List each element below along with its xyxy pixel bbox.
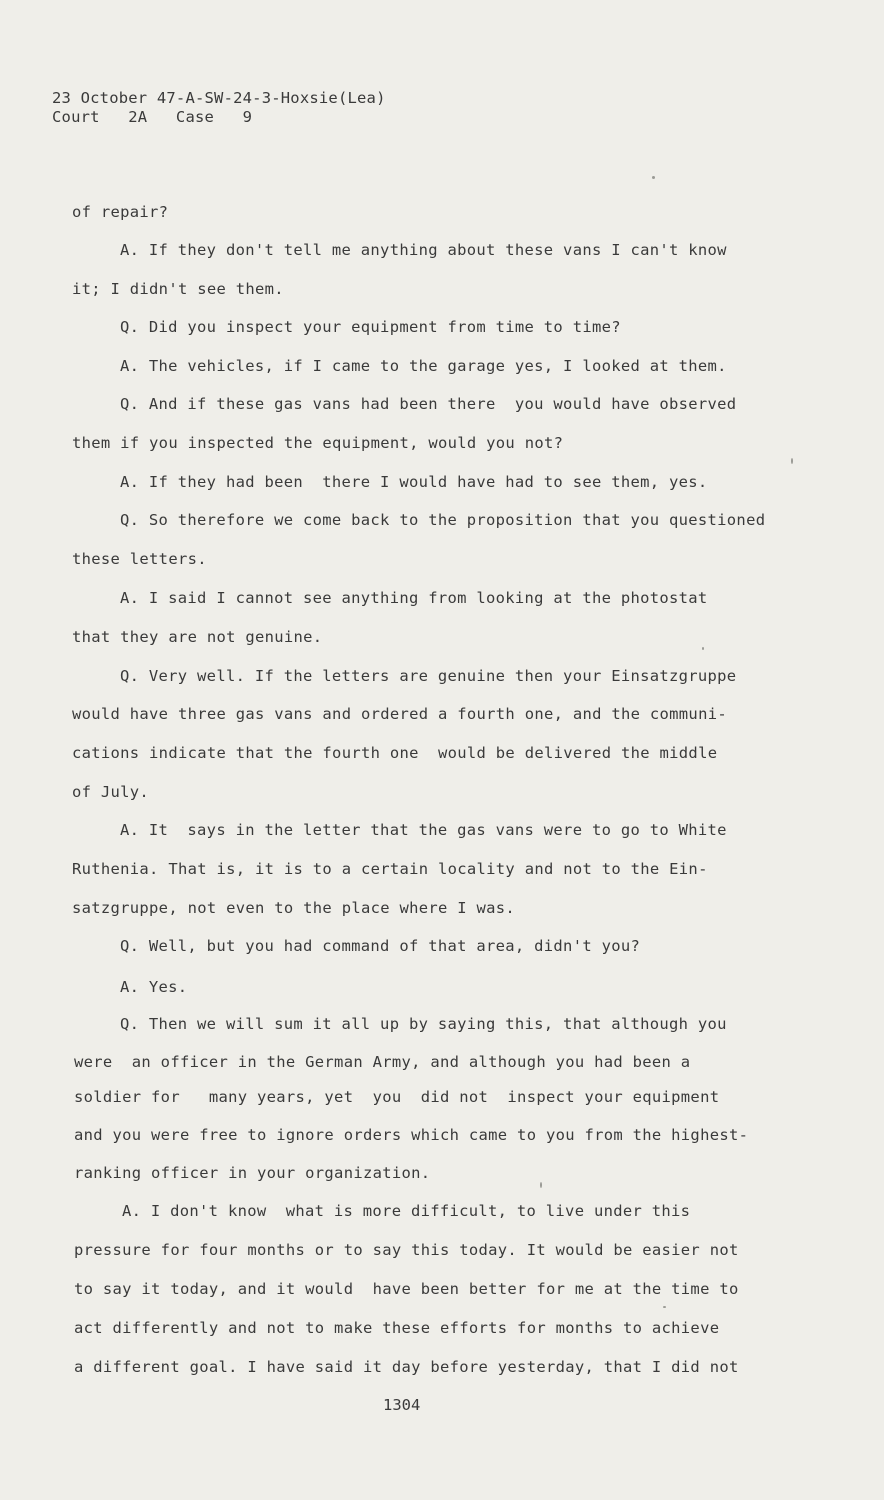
transcript-line: a different goal. I have said it day before yesterday, that I did not [74, 1358, 739, 1376]
transcript-line: of July. [72, 783, 150, 801]
transcript-line: A. The vehicles, if I came to the garage yes, I looked at them. [120, 357, 727, 375]
transcript-line: Q. So therefore we come back to the proposition that you questioned [120, 511, 766, 529]
transcript-line: cations indicate that the fourth one would be delivered the middle [72, 744, 718, 762]
transcript-line: it; I didn't see them. [72, 280, 284, 298]
transcript-line: and you were free to ignore orders which came to you from the highest- [74, 1126, 749, 1144]
transcript-line: A. If they don't tell me anything about these vans I can't know [120, 241, 727, 259]
page-number: 1304 [383, 1396, 421, 1414]
paper-speck [791, 458, 793, 464]
transcript-line: were an officer in the German Army, and although you had been a [74, 1053, 691, 1071]
transcript-line: them if you inspected the equipment, would you not? [72, 434, 564, 452]
transcript-line: A. I don't know what is more difficult, to live under this [122, 1202, 691, 1220]
paper-speck [702, 647, 704, 650]
transcript-line: Ruthenia. That is, it is to a certain locality and not to the Ein- [72, 860, 708, 878]
transcript-line: soldier for many years, yet you did not inspect your equipment [74, 1088, 720, 1106]
transcript-line: satzgruppe, not even to the place where I was. [72, 899, 516, 917]
transcript-line: Q. Well, but you had command of that area, didn't you? [120, 937, 641, 955]
paper-speck [663, 1306, 666, 1308]
transcript-line: these letters. [72, 550, 207, 568]
transcript-line: of repair? [72, 203, 169, 221]
transcript-line: Q. Did you inspect your equipment from time to time? [120, 318, 621, 336]
transcript-line: A. If they had been there I would have had to see them, yes. [120, 473, 708, 491]
paper-speck [652, 176, 655, 179]
transcript-line: to say it today, and it would have been better for me at the time to [74, 1280, 739, 1298]
transcript-line: Q. Very well. If the letters are genuine then your Einsatzgruppe [120, 667, 737, 685]
transcript-line: pressure for four months or to say this today. It would be easier not [74, 1241, 739, 1259]
header-date-reference: 23 October 47-A-SW-24-3-Hoxsie(Lea) [52, 89, 386, 107]
paper-speck [540, 1182, 542, 1188]
transcript-line: that they are not genuine. [72, 628, 323, 646]
transcript-line: act differently and not to make these efforts for months to achieve [74, 1319, 720, 1337]
transcript-line: A. I said I cannot see anything from looking at the photostat [120, 589, 708, 607]
transcript-line: Q. And if these gas vans had been there you would have observed [120, 395, 737, 413]
transcript-line: would have three gas vans and ordered a fourth one, and the communi- [72, 705, 727, 723]
transcript-line: A. It says in the letter that the gas vans were to go to White [120, 821, 727, 839]
transcript-line: A. Yes. [120, 978, 188, 996]
transcript-line: ranking officer in your organization. [74, 1164, 431, 1182]
transcript-line: Q. Then we will sum it all up by saying this, that although you [120, 1015, 727, 1033]
header-court-case: Court 2A Case 9 [52, 108, 253, 126]
